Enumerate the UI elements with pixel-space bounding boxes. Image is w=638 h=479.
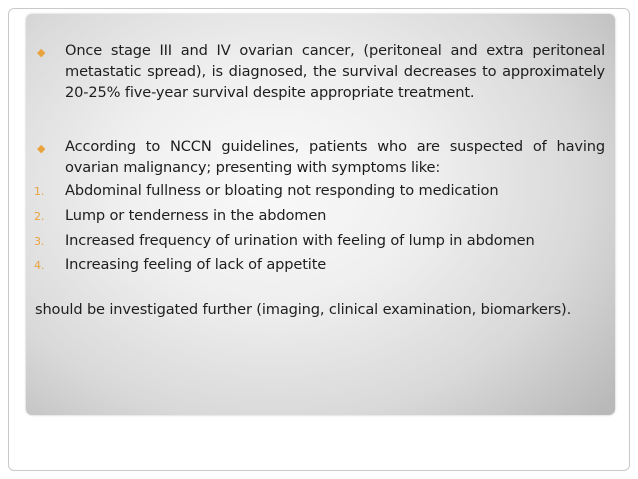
list-item-text: Increasing feeling of lack of appetite [65, 256, 327, 273]
list-number: 2. [34, 210, 45, 223]
closing-statement: should be investigated further (imaging, clinical examination, biomarkers). [35, 301, 572, 318]
bullet-text: Once stage III and IV ovarian cancer, (peritoneal and extra peritoneal metastatic spread), is diagnosed, the survival decreases to approximately 20-25% five-year survival despite appropriate treatment. [65, 42, 605, 101]
bullet-text: According to NCCN guidelines, patients who are suspected of having ovarian malignancy; presenting with symptoms like: [65, 138, 605, 176]
diamond-bullet-icon: ◆ [37, 46, 46, 59]
diamond-bullet-icon: ◆ [37, 142, 46, 155]
list-number: 4. [34, 259, 45, 272]
list-item-text: Increased frequency of urination with feeling of lump in abdomen [65, 232, 535, 249]
list-item-text: Lump or tenderness in the abdomen [65, 207, 327, 224]
bullet-point-1 [37, 40, 605, 103]
list-item-text: Abdominal fullness or bloating not responding to medication [65, 182, 499, 199]
list-number: 3. [34, 235, 45, 248]
list-number: 1. [34, 185, 45, 198]
bullet-point-2 [37, 136, 605, 178]
